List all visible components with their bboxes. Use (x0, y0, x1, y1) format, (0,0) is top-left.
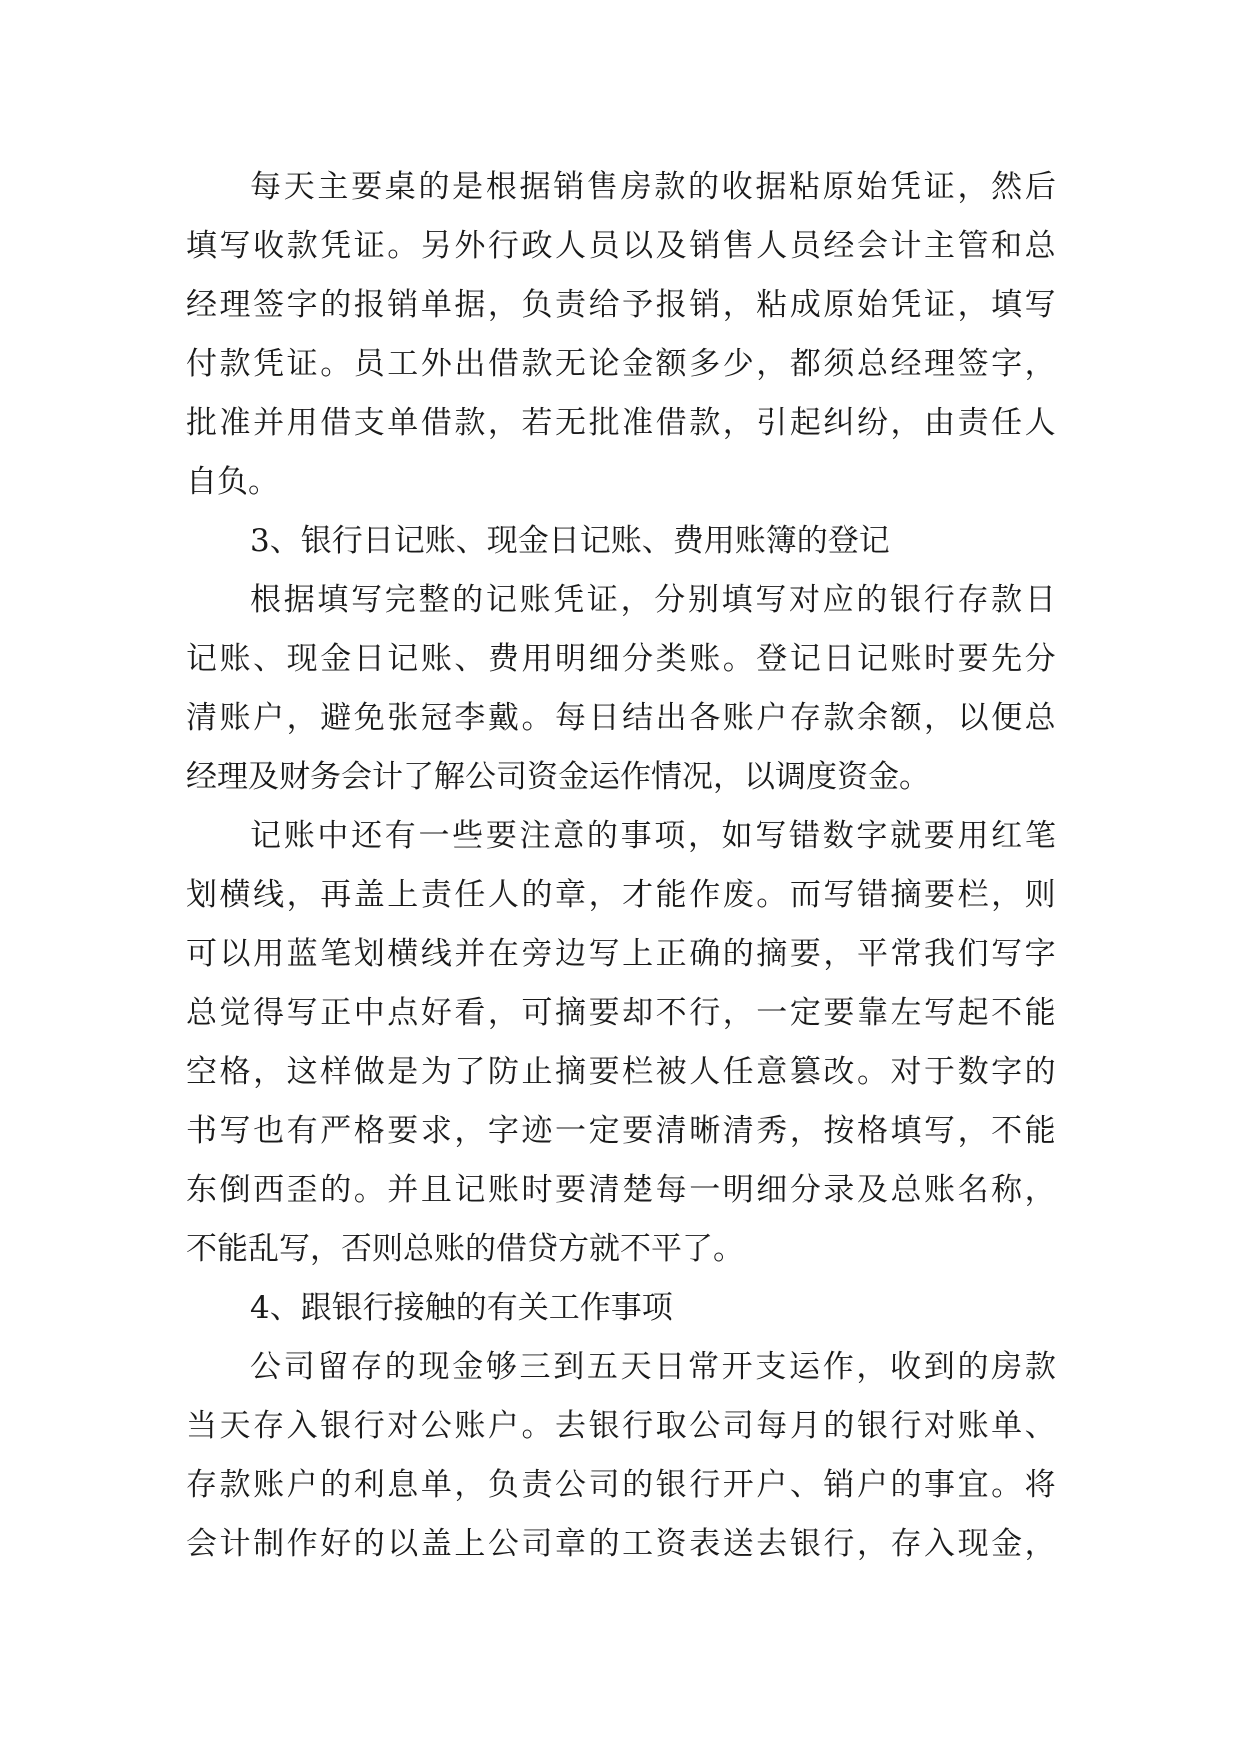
text-line: 划 横 线 ， 再 盖 上 责 任 人 的 章 ， 才 能 作 废 。 而 写 错 摘 要 栏 ， 则 (186, 877, 1056, 913)
text-line: 付 款 凭 证 。 员 工 外 出 借 款 无 论 金 额 多 少 ， 都 须 总 经 理 签 字 ， (186, 346, 1056, 382)
text-line: 填 写 收 款 凭 证 。 另 外 行 政 人 员 以 及 销 售 人 员 经 会 计 主 管 和 总 (186, 228, 1056, 264)
text-line: 4、跟银行接触的有关工作事项 (250, 1290, 673, 1326)
text-line: 总 觉 得 写 正 中 点 好 看 ， 可 摘 要 却 不 行 ， 一 定 要 靠 左 写 起 不 能 (186, 995, 1056, 1031)
text-line: 空 格 ， 这 样 做 是 为 了 防 止 摘 要 栏 被 人 任 意 篡 改 。 对 于 数 字 的 (186, 1054, 1056, 1090)
text-line: 清 账 户 ， 避 免 张 冠 李 戴 。 每 日 结 出 各 账 户 存 款 余 额 ， 以 便 总 (186, 700, 1056, 736)
text-line: 公 司 留 存 的 现 金 够 三 到 五 天 日 常 开 支 运 作 ， 收 到 的 房 款 (250, 1349, 1056, 1385)
text-line: 记 账 、 现 金 日 记 账 、 费 用 明 细 分 类 账 。 登 记 日 记 账 时 要 先 分 (186, 641, 1056, 677)
text-line: 存 款 账 户 的 利 息 单 ， 负 责 公 司 的 银 行 开 户 、 销 户 的 事 宜 。 将 (186, 1467, 1056, 1503)
document-page (186, 158, 1056, 1574)
text-line: 可 以 用 蓝 笔 划 横 线 并 在 旁 边 写 上 正 确 的 摘 要 ， 平 常 我 们 写 字 (186, 936, 1056, 972)
text-line: 书 写 也 有 严 格 要 求 ， 字 迹 一 定 要 清 晰 清 秀 ， 按 格 填 写 ， 不 能 (186, 1113, 1056, 1149)
text-line: 不能乱写，否则总账的借贷方就不平了。 (186, 1231, 744, 1267)
text-line: 会 计 制 作 好 的 以 盖 上 公 司 章 的 工 资 表 送 去 银 行 ， 存 入 现 金 ， (186, 1526, 1056, 1562)
text-line: 自负。 (186, 464, 279, 500)
text-line: 经理及财务会计了解公司资金运作情况，以调度资金。 (186, 759, 930, 795)
text-line: 批 准 并 用 借 支 单 借 款 ， 若 无 批 准 借 款 ， 引 起 纠 纷 ， 由 责 任 人 (186, 405, 1056, 441)
text-line: 根 据 填 写 完 整 的 记 账 凭 证 ， 分 别 填 写 对 应 的 银 行 存 款 日 (250, 582, 1056, 618)
text-line: 每 天 主 要 桌 的 是 根 据 销 售 房 款 的 收 据 粘 原 始 凭 证 ， 然 后 (250, 169, 1056, 205)
text-line: 经 理 签 字 的 报 销 单 据 ， 负 责 给 予 报 销 ， 粘 成 原 始 凭 证 ， 填 写 (186, 287, 1056, 323)
text-line: 记 账 中 还 有 一 些 要 注 意 的 事 项 ， 如 写 错 数 字 就 要 用 红 笔 (250, 818, 1056, 854)
text-line: 东 倒 西 歪 的 。 并 且 记 账 时 要 清 楚 每 一 明 细 分 录 及 总 账 名 称 ， (186, 1172, 1056, 1208)
text-line: 3、银行日记账、现金日记账、费用账簿的登记 (250, 523, 890, 559)
text-line: 当 天 存 入 银 行 对 公 账 户 。 去 银 行 取 公 司 每 月 的 银 行 对 账 单 、 (186, 1408, 1056, 1444)
